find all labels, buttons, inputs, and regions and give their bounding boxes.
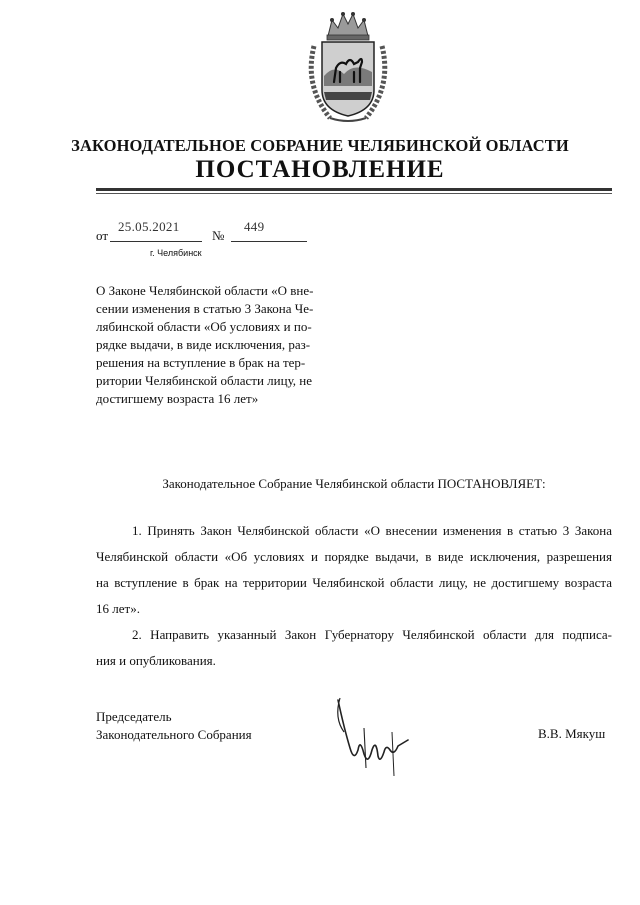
body-line: 16 лет». xyxy=(96,601,140,616)
header-divider-thin xyxy=(96,193,612,194)
subject-line: ритории Челябинской области лицу, не xyxy=(96,373,313,388)
document-subject xyxy=(96,282,328,408)
subject-line: О Законе Челябинской области «О вне- xyxy=(96,283,314,298)
subject-line: решения на вступление в брак на тер- xyxy=(96,355,306,370)
handwritten-signature xyxy=(320,688,420,788)
body-line: ния и опубликования. xyxy=(96,653,216,668)
coat-of-arms-icon xyxy=(300,6,396,126)
date-underline xyxy=(110,241,202,242)
body-line: Челябинской области «Об условиях и порядке выдачи, в виде исключения, разрешения xyxy=(96,549,612,564)
signatory-title-line: Законодательного Собрания xyxy=(96,727,252,742)
signatory-title xyxy=(96,708,252,744)
header-divider-thick xyxy=(96,188,612,191)
subject-line: сении изменения в статью 3 Закона Че- xyxy=(96,301,314,316)
subject-line: рядке выдачи, в виде исключения, раз- xyxy=(96,337,311,352)
document-type-title: ПОСТАНОВЛЕНИЕ xyxy=(195,156,445,183)
body-line: 1. Принять Закон Челябинской области «О внесении изменения в статью 3 Закона xyxy=(132,523,612,538)
subject-line: лябинской области «Об условиях и по- xyxy=(96,319,312,334)
date-prefix: от xyxy=(96,228,109,243)
number-underline xyxy=(231,241,307,242)
body-line: на вступление в брак на территории Челябинской области лицу, не достигшему возраста xyxy=(96,575,612,590)
signatory-title-line: Председатель xyxy=(96,709,172,724)
resolution-body xyxy=(96,518,612,674)
body-line: 2. Направить указанный Закон Губернатору Челябинской области для подписа- xyxy=(132,627,612,642)
signatory-name: В.В. Мякуш xyxy=(538,726,606,741)
city-label: г. Челябинск xyxy=(150,248,202,258)
organization-title: ЗАКОНОДАТЕЛЬНОЕ СОБРАНИЕ ЧЕЛЯБИНСКОЙ ОБЛАСТИ xyxy=(71,136,569,155)
document-date: 25.05.2021 xyxy=(118,219,180,234)
document-number: 449 xyxy=(244,219,265,234)
preamble: Законодательное Собрание Челябинской области ПОСТАНОВЛЯЕТ: xyxy=(162,476,546,491)
subject-line: достигшему возраста 16 лет» xyxy=(96,391,259,406)
number-prefix: № xyxy=(212,228,225,243)
